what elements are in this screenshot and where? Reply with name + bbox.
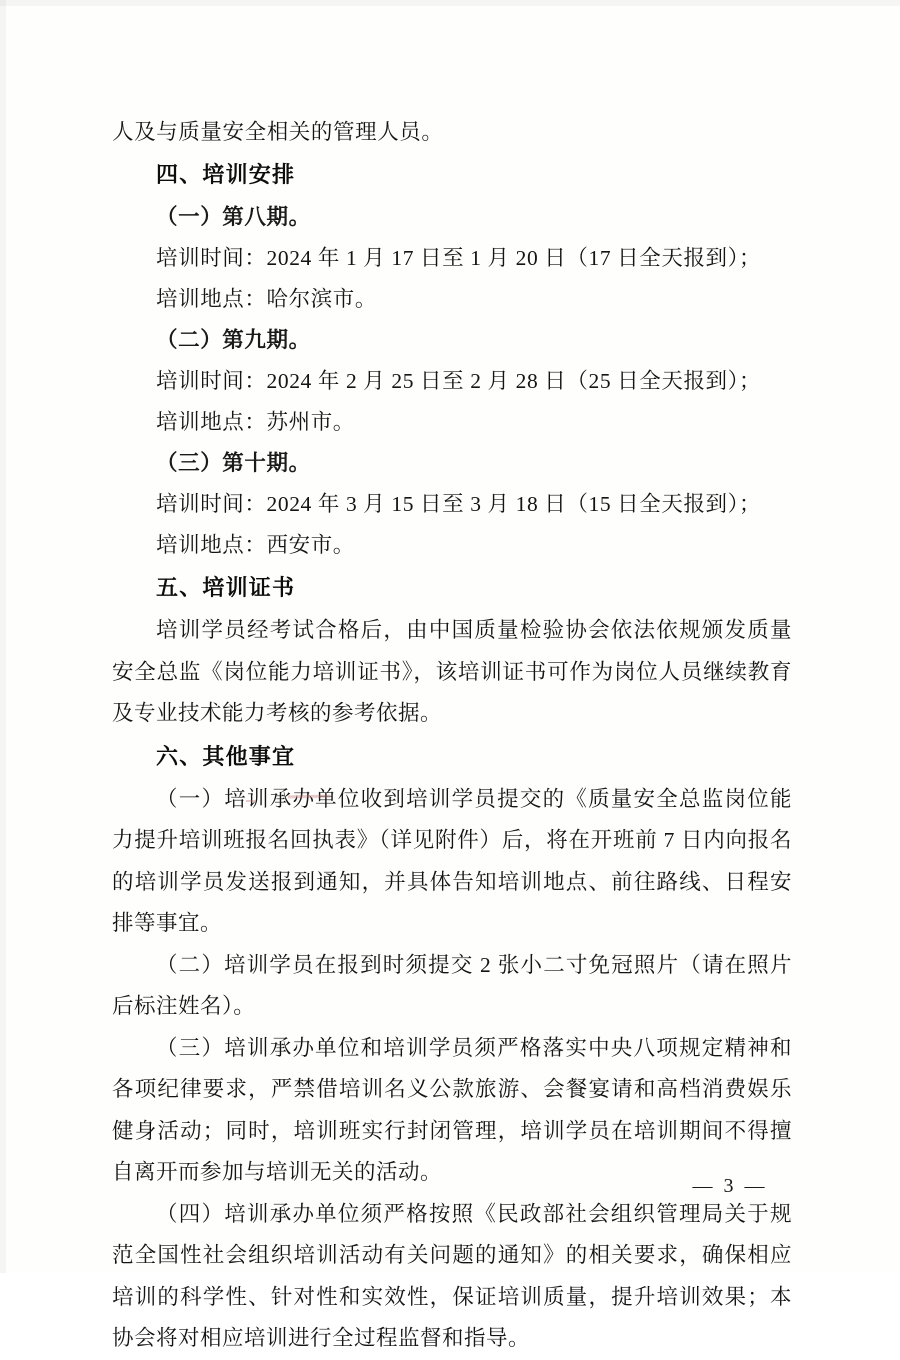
section-heading-5: 五、培训证书 xyxy=(156,575,296,600)
body-line: 培训地点：苏州市。 xyxy=(156,410,355,434)
body-line: 培训时间：2024 年 3 月 15 日至 3 月 18 日（15 日全天报到）； xyxy=(156,492,762,516)
subsection-heading-3: （三）第十期。 xyxy=(156,451,311,475)
paragraph: （三）培训承办单位和培训学员须严格落实中央八项规定精神和各项纪律要求，严禁借培训名义公款旅游、会餐宴请和高档消费娱乐健身活动；同时，培训班实行封闭管理，培训学员在培训期间不得擅自离开而参加与培训无关的活动。 xyxy=(112,1035,792,1184)
paragraph: （二）培训学员在报到时须提交 2 张小二寸免冠照片（请在照片后标注姓名）。 xyxy=(112,952,792,1018)
scan-edge-top xyxy=(0,0,900,6)
section-heading-6: 六、其他事宜 xyxy=(156,743,296,769)
paragraph: （一）培训承办单位收到培训学员提交的《质量安全总监岗位能力提升培训班报名回执表》（详见附件）后，将在开班前 7 日内向报名的培训学员发送报到通知，并具体告知培训地点、前往路线、日程安排等事宜。 xyxy=(112,786,792,935)
scan-edge-left xyxy=(0,0,6,1273)
body-line: 人及与质量安全相关的管理人员。 xyxy=(112,120,444,144)
subsection-heading-1: （一）第八期。 xyxy=(156,205,311,229)
page-number: — 3 — xyxy=(692,1175,768,1197)
subsection-heading-2: （二）第九期。 xyxy=(156,328,311,352)
paragraph: （四）培训承办单位须严格按照《民政部社会组织管理局关于规范全国性社会组织培训活动有关问题的通知》的相关要求，确保相应培训的科学性、针对性和实效性，保证培训质量，提升培训效果；本协会将对相应培训进行全过程监督和指导。 xyxy=(112,1201,792,1350)
body-line: 培训地点：西安市。 xyxy=(156,533,355,557)
document-body xyxy=(112,112,792,1360)
body-line: 培训地点：哈尔滨市。 xyxy=(156,287,378,311)
body-line: 培训时间：2024 年 1 月 17 日至 1 月 20 日（17 日全天报到）； xyxy=(156,246,762,270)
body-line: 培训时间：2024 年 2 月 25 日至 2 月 28 日（25 日全天报到）； xyxy=(156,369,762,393)
section-heading-4: 四、培训安排 xyxy=(156,162,296,187)
paragraph: 培训学员经考试合格后，由中国质量检验协会依法依规颁发质量安全总监《岗位能力培训证书》，该培训证书可作为岗位人员继续教育及专业技术能力考核的参考依据。 xyxy=(112,618,792,725)
